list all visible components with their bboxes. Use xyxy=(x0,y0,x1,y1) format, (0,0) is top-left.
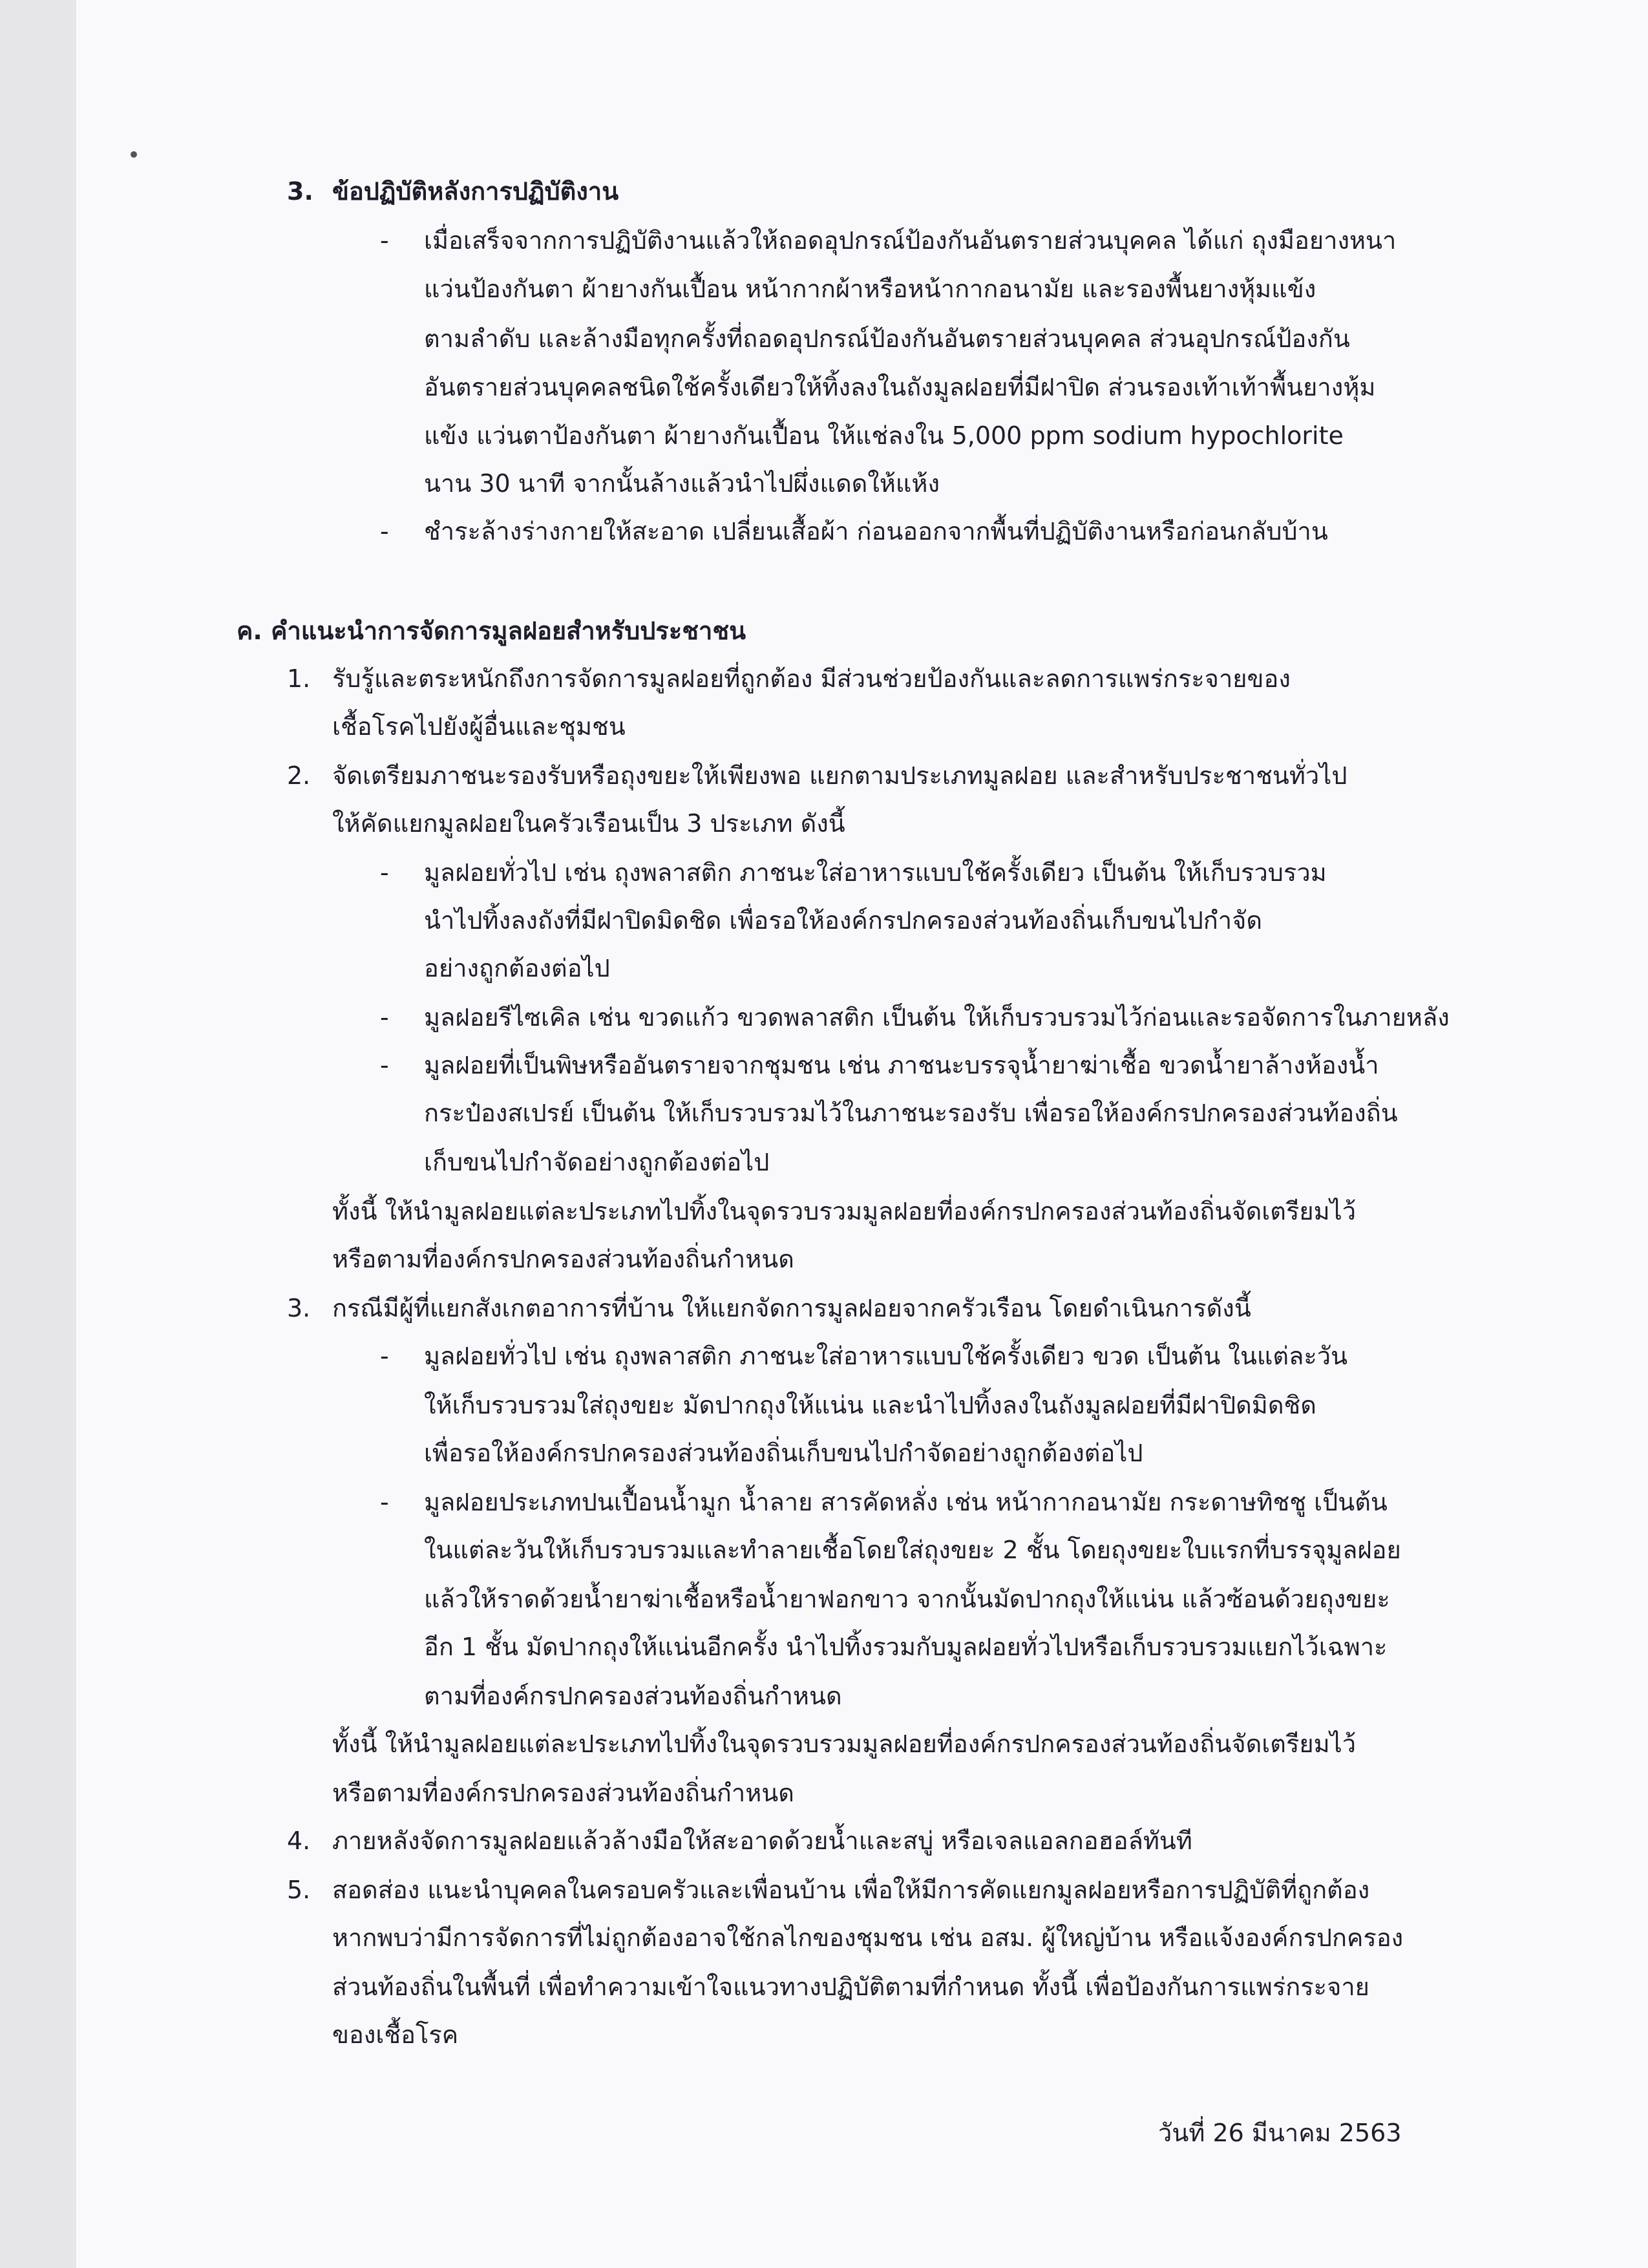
text-line: เพื่อรอให้องค์กรปกครองส่วนท้องถิ่นเก็บขนไปกำจัดอย่างถูกต้องต่อไป xyxy=(424,1439,1143,1467)
section3-title: ข้อปฏิบัติหลังการปฏิบัติงาน xyxy=(332,177,619,206)
bullet-mark: - xyxy=(380,1003,389,1032)
bullet-mark: - xyxy=(380,1051,389,1079)
text-line: เมื่อเสร็จจากการปฏิบัติงานแล้วให้ถอดอุปกรณ์ป้องกันอันตรายส่วนบุคคล ได้แก่ ถุงมือยางหนา xyxy=(424,226,1397,255)
sectionC-title: ค. คำแนะนำการจัดการมูลฝอยสำหรับประชาชน xyxy=(237,617,746,645)
bullet-mark: - xyxy=(380,1342,389,1370)
text-line: ตามลำดับ และล้างมือทุกครั้งที่ถอดอุปกรณ์ป้องกันอันตรายส่วนบุคคล ส่วนอุปกรณ์ป้องกัน xyxy=(424,324,1350,353)
bullet-mark: - xyxy=(380,517,389,546)
text-line: กรณีมีผู้ที่แยกสังเกตอาการที่บ้าน ให้แยกจัดการมูลฝอยจากครัวเรือน โดยดำเนินการดังนี้ xyxy=(332,1294,1251,1322)
text-line: รับรู้และตระหนักถึงการจัดการมูลฝอยที่ถูกต้อง มีส่วนช่วยป้องกันและลดการแพร่กระจายของ xyxy=(332,664,1291,693)
text-line: ให้เก็บรวบรวมใส่ถุงขยะ มัดปากถุงให้แน่น และนำไปทิ้งลงในถังมูลฝอยที่มีฝาปิดมิดชิด xyxy=(424,1391,1316,1419)
text-line: จัดเตรียมภาชนะรองรับหรือถุงขยะให้เพียงพอ แยกตามประเภทมูลฝอย และสำหรับประชาชนทั่วไป xyxy=(332,761,1347,790)
text-line: มูลฝอยที่เป็นพิษหรืออันตรายจากชุมชน เช่น ภาชนะบรรจุน้ำยาฆ่าเชื้อ ขวดน้ำยาล้างห้องน้ำ xyxy=(424,1051,1379,1079)
text-line: แข้ง แว่นตาป้องกันตา ผ้ายางกันเปื้อน ให้แช่ลงใน 5,000 ppm sodium hypochlorite xyxy=(424,421,1344,450)
text-line: เชื้อโรคไปยังผู้อื่นและชุมชน xyxy=(332,712,626,741)
text-line: มูลฝอยรีไซเคิล เช่น ขวดแก้ว ขวดพลาสติก เป็นต้น ให้เก็บรวบรวมไว้ก่อนและรอจัดการในภายหลัง xyxy=(424,1003,1450,1032)
item-number: 4. xyxy=(287,1827,311,1855)
text-line: สอดส่อง แนะนำบุคคลในครอบครัวและเพื่อนบ้าน เพื่อให้มีการคัดแยกมูลฝอยหรือการปฏิบัติที่ถูกต้อง xyxy=(332,1876,1370,1904)
bullet-mark: - xyxy=(380,1488,389,1516)
text-line: มูลฝอยทั่วไป เช่น ถุงพลาสติก ภาชนะใส่อาหารแบบใช้ครั้งเดียว ขวด เป็นต้น ในแต่ละวัน xyxy=(424,1342,1348,1370)
text-line: แล้วให้ราดด้วยน้ำยาฆ่าเชื้อหรือน้ำยาฟอกขาว จากนั้นมัดปากถุงให้แน่น แล้วซ้อนด้วยถุงขยะ xyxy=(424,1585,1390,1613)
scan-speck xyxy=(131,151,137,158)
text-line: ชำระล้างร่างกายให้สะอาด เปลี่ยนเสื้อผ้า ก่อนออกจากพื้นที่ปฏิบัติงานหรือก่อนกลับบ้าน xyxy=(424,517,1328,546)
text-line: ของเชื้อโรค xyxy=(332,2020,459,2049)
text-line: กระป๋องสเปรย์ เป็นต้น ให้เก็บรวบรวมไว้ในภาชนะรองรับ เพื่อรอให้องค์กรปกครองส่วนท้องถิ่น xyxy=(424,1099,1398,1127)
bullet-mark: - xyxy=(380,858,389,887)
document-page xyxy=(76,0,1648,2268)
note-line: ทั้งนี้ ให้นำมูลฝอยแต่ละประเภทไปทิ้งในจุดรวบรวมมูลฝอยที่องค์กรปกครองส่วนท้องถิ่นจัดเตรียมไว้ xyxy=(332,1730,1357,1758)
text-line: นาน 30 นาที จากนั้นล้างแล้วนำไปผึ่งแดดให้แห้ง xyxy=(424,469,940,498)
note-line: หรือตามที่องค์กรปกครองส่วนท้องถิ่นกำหนด xyxy=(332,1779,794,1807)
text-line: เก็บขนไปกำจัดอย่างถูกต้องต่อไป xyxy=(424,1148,770,1176)
text-line: อย่างถูกต้องต่อไป xyxy=(424,954,610,982)
text-line: ส่วนท้องถิ่นในพื้นที่ เพื่อทำความเข้าใจแนวทางปฏิบัติตามที่กำหนด ทั้งนี้ เพื่อป้องกันการแพร่กระจาย xyxy=(332,1973,1369,2001)
text-line: มูลฝอยประเภทปนเปื้อนน้ำมูก น้ำลาย สารคัดหลั่ง เช่น หน้ากากอนามัย กระดาษทิชชู เป็นต้น xyxy=(424,1488,1388,1516)
item-number: 1. xyxy=(287,664,311,693)
text-line: ตามที่องค์กรปกครองส่วนท้องถิ่นกำหนด xyxy=(424,1682,842,1710)
item-number: 5. xyxy=(287,1876,311,1904)
note-line: ทั้งนี้ ให้นำมูลฝอยแต่ละประเภทไปทิ้งในจุดรวบรวมมูลฝอยที่องค์กรปกครองส่วนท้องถิ่นจัดเตรียมไว้ xyxy=(332,1197,1357,1225)
item-number: 3. xyxy=(287,1294,311,1322)
text-line: แว่นป้องกันตา ผ้ายางกันเปื้อน หน้ากากผ้าหรือหน้ากากอนามัย และรองพื้นยางหุ้มแข้ง xyxy=(424,275,1316,303)
document-date: วันที่ 26 มีนาคม 2563 xyxy=(1158,2119,1402,2147)
bullet-mark: - xyxy=(380,226,389,255)
text-line: มูลฝอยทั่วไป เช่น ถุงพลาสติก ภาชนะใส่อาหารแบบใช้ครั้งเดียว เป็นต้น ให้เก็บรวบรวม xyxy=(424,858,1327,887)
note-line: หรือตามที่องค์กรปกครองส่วนท้องถิ่นกำหนด xyxy=(332,1245,794,1273)
text-line: นำไปทิ้งลงถังที่มีฝาปิดมิดชิด เพื่อรอให้องค์กรปกครองส่วนท้องถิ่นเก็บขนไปกำจัด xyxy=(424,906,1263,935)
item-number: 2. xyxy=(287,761,311,790)
text-line: ให้คัดแยกมูลฝอยในครัวเรือนเป็น 3 ประเภท ดังนี้ xyxy=(332,809,845,838)
text-line: ในแต่ละวันให้เก็บรวบรวมและทำลายเชื้อโดยใส่ถุงขยะ 2 ชั้น โดยถุงขยะใบแรกที่บรรจุมูลฝอย xyxy=(424,1536,1401,1564)
text-line: อันตรายส่วนบุคคลชนิดใช้ครั้งเดียวให้ทิ้งลงในถังมูลฝอยที่มีฝาปิด ส่วนรองเท้าเท้าพื้นยางหุ้ม xyxy=(424,373,1376,401)
section3-number: 3. xyxy=(287,177,313,206)
text-line: ภายหลังจัดการมูลฝอยแล้วล้างมือให้สะอาดด้วยน้ำและสบู่ หรือเจลแอลกอฮอล์ทันที xyxy=(332,1827,1192,1855)
text-line: อีก 1 ชั้น มัดปากถุงให้แน่นอีกครั้ง นำไปทิ้งรวมกับมูลฝอยทั่วไปหรือเก็บรวบรวมแยกไว้เฉพาะ xyxy=(424,1633,1388,1661)
text-line: หากพบว่ามีการจัดการที่ไม่ถูกต้องอาจใช้กลไกของชุมชน เช่น อสม. ผู้ใหญ่บ้าน หรือแจ้งองค์กรปกครอง xyxy=(332,1924,1404,1952)
